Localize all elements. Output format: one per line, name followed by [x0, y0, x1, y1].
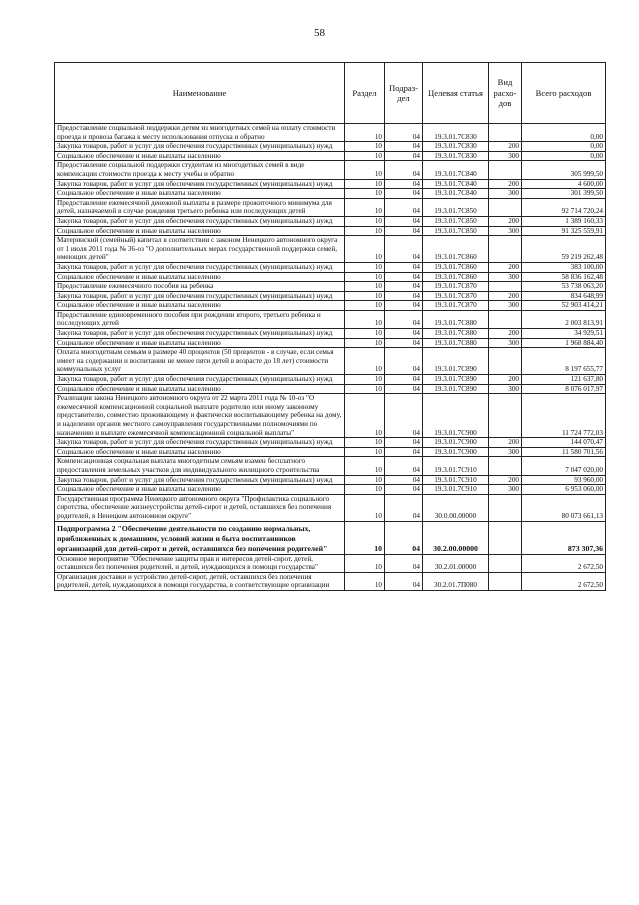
cell-section: 10: [345, 179, 385, 189]
cell-section: 10: [345, 189, 385, 199]
cell-target: 19.3.01.7С840: [423, 189, 489, 199]
table-row: [55, 262, 606, 272]
cell-section: 10: [345, 151, 385, 161]
cell-amount: 383 100,00: [522, 262, 606, 272]
cell-section: 10: [345, 226, 385, 236]
cell-amount: 0,00: [522, 151, 606, 161]
table-row: [55, 272, 606, 282]
cell-target: 30.2.01.00000: [423, 554, 489, 572]
cell-type: 300: [489, 447, 522, 457]
cell-type: [489, 236, 522, 263]
cell-name: Материнский (семейный) капитал в соответствии с законом Ненецкого автономного округа от 1 июля 2011 года № 36-оз "О дополнительных мерах государственной поддержки семей, имеющих детей": [55, 236, 345, 263]
cell-name: Государственная программа Ненецкого автономного округа "Профилактика социального сиротства, обеспечение жизнеустройства детей-сирот и детей, оставшихся без попечения родителей, в Ненецком автономном округе": [55, 494, 345, 521]
table-row: [55, 282, 606, 292]
cell-type: 200: [489, 475, 522, 485]
cell-amount: 305 999,50: [522, 161, 606, 179]
page-number: 58: [314, 27, 325, 39]
cell-subsection: 04: [385, 348, 423, 375]
cell-section: 10: [345, 447, 385, 457]
cell-type: [489, 394, 522, 438]
cell-name: Оплата многодетным семьям в размере 40 процентов (50 процентов - в случае, если семья имеет на содержании и воспитании не менее пяти детей в возрасте до 18 лет) стоимости коммунальных услуг: [55, 348, 345, 375]
cell-name: Организация доставки и устройство детей-сирот, детей, оставшихся без попечения родителей, детей, нуждающихся в помощи государства, в соответствующие организации: [55, 572, 345, 590]
table-row: [55, 216, 606, 226]
cell-name: Закупка товаров, работ и услуг для обеспечения государственных (муниципальных) нужд: [55, 179, 345, 189]
cell-amount: 0,00: [522, 124, 606, 142]
cell-amount: 873 307,36: [522, 521, 606, 554]
cell-type: [489, 282, 522, 292]
cell-target: 19.3.01.7С850: [423, 226, 489, 236]
cell-section: 10: [345, 161, 385, 179]
cell-type: 200: [489, 262, 522, 272]
cell-section: 10: [345, 124, 385, 142]
table-row: [55, 151, 606, 161]
cell-target: 19.3.01.7С870: [423, 282, 489, 292]
cell-type: 200: [489, 142, 522, 152]
table-row: [55, 348, 606, 375]
cell-subsection: 04: [385, 216, 423, 226]
table-row: [55, 310, 606, 328]
cell-target: 19.3.01.7С850: [423, 198, 489, 216]
cell-name: Закупка товаров, работ и услуг для обеспечения государственных (муниципальных) нужд: [55, 438, 345, 448]
cell-subsection: 04: [385, 438, 423, 448]
cell-name: Социальное обеспечение и иные выплаты населению: [55, 338, 345, 348]
cell-subsection: 04: [385, 226, 423, 236]
cell-subsection: 04: [385, 179, 423, 189]
cell-target: 19.3.01.7С830: [423, 124, 489, 142]
cell-target: 19.3.01.7С850: [423, 216, 489, 226]
cell-name: Предоставление ежемесячного пособия на ребенка: [55, 282, 345, 292]
cell-name: Закупка товаров, работ и услуг для обеспечения государственных (муниципальных) нужд: [55, 216, 345, 226]
cell-subsection: 04: [385, 384, 423, 394]
cell-section: 10: [345, 236, 385, 263]
cell-subsection: 04: [385, 142, 423, 152]
table-row: [55, 384, 606, 394]
cell-name: Закупка товаров, работ и услуг для обеспечения государственных (муниципальных) нужд: [55, 291, 345, 301]
cell-subsection: 04: [385, 198, 423, 216]
cell-section: 10: [345, 262, 385, 272]
cell-type: 300: [489, 189, 522, 199]
cell-name: Основное мероприятие "Обеспечение защиты прав и интересов детей-сирот, детей, оставшихся без попечения родителей, и детей, нуждающихся в помощи государства": [55, 554, 345, 572]
cell-amount: 93 960,00: [522, 475, 606, 485]
cell-target: 19.3.01.7С870: [423, 301, 489, 311]
cell-target: 30.0.00.00000: [423, 494, 489, 521]
cell-section: 10: [345, 291, 385, 301]
table-row: [55, 161, 606, 179]
cell-type: [489, 348, 522, 375]
table-row: [55, 189, 606, 199]
cell-target: 19.3.01.7С880: [423, 338, 489, 348]
cell-section: 10: [345, 384, 385, 394]
cell-target: 19.3.01.7С890: [423, 375, 489, 385]
table-row: [55, 179, 606, 189]
cell-amount: 2 003 813,91: [522, 310, 606, 328]
cell-subsection: 04: [385, 282, 423, 292]
cell-name: Закупка товаров, работ и услуг для обеспечения государственных (муниципальных) нужд: [55, 475, 345, 485]
cell-target: 19.3.01.7С840: [423, 179, 489, 189]
cell-type: 300: [489, 301, 522, 311]
table-row: [55, 291, 606, 301]
cell-section: 10: [345, 272, 385, 282]
cell-amount: 834 648,99: [522, 291, 606, 301]
table-row: [55, 394, 606, 438]
cell-amount: 7 047 020,00: [522, 457, 606, 475]
cell-amount: 121 637,80: [522, 375, 606, 385]
cell-amount: 11 580 701,56: [522, 447, 606, 457]
cell-subsection: 04: [385, 236, 423, 263]
table-row: [55, 329, 606, 339]
table-row: [55, 457, 606, 475]
cell-amount: 58 836 162,48: [522, 272, 606, 282]
cell-subsection: 04: [385, 572, 423, 590]
table-row: [55, 447, 606, 457]
table-row: [55, 375, 606, 385]
cell-name: Реализация закона Ненецкого автономного округа от 22 марта 2011 года № 10-оз "О ежемесячной компенсационной социальной выплате родителю или иному законному представителю, совместно проживающему и фактически воспитывающему ребенка на дому, и наделении органов местного самоуправления государственными полномочиями по назначению и выплате ежемесячной компенсационной социальной выплаты": [55, 394, 345, 438]
header-section: Раздел: [345, 63, 385, 124]
cell-type: [489, 124, 522, 142]
cell-subsection: 04: [385, 457, 423, 475]
cell-target: 19.3.01.7С890: [423, 348, 489, 375]
table-row: [55, 494, 606, 521]
cell-type: [489, 161, 522, 179]
cell-amount: 34 929,51: [522, 329, 606, 339]
cell-target: 19.3.01.7С880: [423, 329, 489, 339]
cell-name: Подпрограмма 2 "Обеспечение деятельности по созданию нормальных, приближенных к домашним, условий жизни и быта воспитанников организаций для детей-сирот и детей, оставшихся без попечения родителей": [55, 521, 345, 554]
cell-name: Предоставление единовременного пособия при рождении второго, третьего ребенка и последующих детей: [55, 310, 345, 328]
cell-type: 300: [489, 384, 522, 394]
cell-amount: 52 903 414,21: [522, 301, 606, 311]
cell-target: 30.2.00.00000: [423, 521, 489, 554]
cell-type: 200: [489, 179, 522, 189]
table-row: [55, 236, 606, 263]
cell-subsection: 04: [385, 161, 423, 179]
cell-target: 19.3.01.7С840: [423, 161, 489, 179]
header-name: Наименование: [55, 63, 345, 124]
table-row: [55, 124, 606, 142]
cell-type: 200: [489, 216, 522, 226]
cell-target: 19.3.01.7С890: [423, 384, 489, 394]
cell-section: 10: [345, 348, 385, 375]
cell-section: 10: [345, 554, 385, 572]
cell-subsection: 04: [385, 521, 423, 554]
cell-type: 200: [489, 375, 522, 385]
cell-type: 200: [489, 329, 522, 339]
cell-target: 19.3.01.7С900: [423, 394, 489, 438]
cell-target: 19.3.01.7С900: [423, 438, 489, 448]
cell-amount: 0,00: [522, 142, 606, 152]
table-row: [55, 475, 606, 485]
cell-name: Социальное обеспечение и иные выплаты населению: [55, 226, 345, 236]
cell-section: 10: [345, 198, 385, 216]
cell-type: 300: [489, 272, 522, 282]
cell-target: 19.3.01.7С870: [423, 291, 489, 301]
cell-name: Социальное обеспечение и иные выплаты населению: [55, 272, 345, 282]
cell-subsection: 04: [385, 272, 423, 282]
cell-section: 10: [345, 216, 385, 226]
cell-target: 19.3.01.7С830: [423, 142, 489, 152]
cell-amount: 2 672,50: [522, 554, 606, 572]
cell-amount: 91 325 559,91: [522, 226, 606, 236]
cell-type: 300: [489, 151, 522, 161]
expenditure-table: [54, 62, 606, 591]
cell-amount: 6 953 060,00: [522, 485, 606, 495]
cell-name: Предоставление ежемесячной денежной выплаты в размере прожиточного минимума для детей, назначаемой в случае рождения третьего ребенка или последующих детей: [55, 198, 345, 216]
cell-amount: 80 073 661,13: [522, 494, 606, 521]
cell-section: 10: [345, 475, 385, 485]
cell-subsection: 04: [385, 301, 423, 311]
cell-section: 10: [345, 457, 385, 475]
cell-subsection: 04: [385, 554, 423, 572]
cell-amount: 4 600,00: [522, 179, 606, 189]
cell-name: Предоставление социальной поддержки детям из многодетных семей на оплату стоимости проезда и провоза багажа к месту использования отпуска и обратно: [55, 124, 345, 142]
cell-type: 300: [489, 226, 522, 236]
cell-type: [489, 457, 522, 475]
cell-subsection: 04: [385, 262, 423, 272]
cell-subsection: 04: [385, 494, 423, 521]
cell-name: Предоставление социальной поддержки студентам из многодетных семей в виде компенсации стоимости проезда к месту учебы и обратно: [55, 161, 345, 179]
table-row: [55, 554, 606, 572]
cell-type: [489, 310, 522, 328]
cell-subsection: 04: [385, 338, 423, 348]
cell-target: 19.3.01.7С910: [423, 475, 489, 485]
cell-name: Закупка товаров, работ и услуг для обеспечения государственных (муниципальных) нужд: [55, 262, 345, 272]
cell-name: Закупка товаров, работ и услуг для обеспечения государственных (муниципальных) нужд: [55, 142, 345, 152]
cell-amount: 8 076 017,97: [522, 384, 606, 394]
cell-subsection: 04: [385, 291, 423, 301]
cell-section: 10: [345, 338, 385, 348]
cell-section: 10: [345, 142, 385, 152]
cell-section: 10: [345, 375, 385, 385]
cell-amount: 53 738 063,20: [522, 282, 606, 292]
cell-type: [489, 198, 522, 216]
cell-target: 19.3.01.7С830: [423, 151, 489, 161]
cell-amount: 11 724 772,03: [522, 394, 606, 438]
header-subsection: Подраз-дел: [385, 63, 423, 124]
cell-subsection: 04: [385, 475, 423, 485]
cell-subsection: 04: [385, 447, 423, 457]
cell-name: Социальное обеспечение и иные выплаты населению: [55, 189, 345, 199]
cell-amount: 144 070,47: [522, 438, 606, 448]
cell-target: 19.3.01.7С880: [423, 310, 489, 328]
cell-section: 10: [345, 282, 385, 292]
cell-section: 10: [345, 394, 385, 438]
table-row: [55, 198, 606, 216]
cell-section: 10: [345, 494, 385, 521]
cell-subsection: 04: [385, 189, 423, 199]
cell-subsection: 04: [385, 124, 423, 142]
cell-target: 19.3.01.7С860: [423, 272, 489, 282]
cell-amount: 2 672,50: [522, 572, 606, 590]
cell-amount: 1 968 884,40: [522, 338, 606, 348]
cell-type: [489, 554, 522, 572]
cell-subsection: 04: [385, 310, 423, 328]
cell-amount: 59 219 262,48: [522, 236, 606, 263]
cell-section: 10: [345, 572, 385, 590]
cell-section: 10: [345, 521, 385, 554]
cell-subsection: 04: [385, 329, 423, 339]
table-row: [55, 338, 606, 348]
cell-name: Социальное обеспечение и иные выплаты населению: [55, 151, 345, 161]
cell-type: [489, 494, 522, 521]
cell-amount: 92 714 720,24: [522, 198, 606, 216]
cell-type: 200: [489, 291, 522, 301]
cell-target: 19.3.01.7С860: [423, 236, 489, 263]
table-row: [55, 301, 606, 311]
cell-section: 10: [345, 485, 385, 495]
cell-name: Социальное обеспечение и иные выплаты населению: [55, 447, 345, 457]
table-row: [55, 572, 606, 590]
table-row: [55, 438, 606, 448]
cell-target: 19.3.01.7С910: [423, 485, 489, 495]
cell-target: 19.3.01.7С910: [423, 457, 489, 475]
cell-name: Закупка товаров, работ и услуг для обеспечения государственных (муниципальных) нужд: [55, 375, 345, 385]
cell-amount: 301 399,50: [522, 189, 606, 199]
table-row: [55, 485, 606, 495]
cell-target: 30.2.01.7П080: [423, 572, 489, 590]
cell-section: 10: [345, 438, 385, 448]
cell-name: Компенсационная социальная выплата многодетным семьям взамен бесплатного предоставления земельных участков для индивидуального жилищного строительства: [55, 457, 345, 475]
cell-type: 200: [489, 438, 522, 448]
cell-target: 19.3.01.7С900: [423, 447, 489, 457]
cell-type: 300: [489, 338, 522, 348]
table-body: [55, 124, 606, 591]
header-total: Всего расходов: [522, 63, 606, 124]
cell-type: [489, 572, 522, 590]
cell-name: Социальное обеспечение и иные выплаты населению: [55, 485, 345, 495]
cell-amount: 1 389 160,33: [522, 216, 606, 226]
cell-name: Социальное обеспечение и иные выплаты населению: [55, 301, 345, 311]
cell-subsection: 04: [385, 151, 423, 161]
cell-target: 19.3.01.7С860: [423, 262, 489, 272]
cell-type: [489, 521, 522, 554]
table-row: [55, 142, 606, 152]
cell-section: 10: [345, 329, 385, 339]
cell-name: Закупка товаров, работ и услуг для обеспечения государственных (муниципальных) нужд: [55, 329, 345, 339]
header-type: Вид расхо-дов: [489, 63, 522, 124]
table-row: [55, 226, 606, 236]
cell-type: 300: [489, 485, 522, 495]
cell-section: 10: [345, 301, 385, 311]
cell-name: Социальное обеспечение и иные выплаты населению: [55, 384, 345, 394]
cell-subsection: 04: [385, 485, 423, 495]
header-target: Целевая статья: [423, 63, 489, 124]
cell-subsection: 04: [385, 394, 423, 438]
cell-subsection: 04: [385, 375, 423, 385]
cell-section: 10: [345, 310, 385, 328]
table-header-row: [55, 63, 606, 124]
cell-amount: 8 197 655,77: [522, 348, 606, 375]
table-row: [55, 521, 606, 554]
